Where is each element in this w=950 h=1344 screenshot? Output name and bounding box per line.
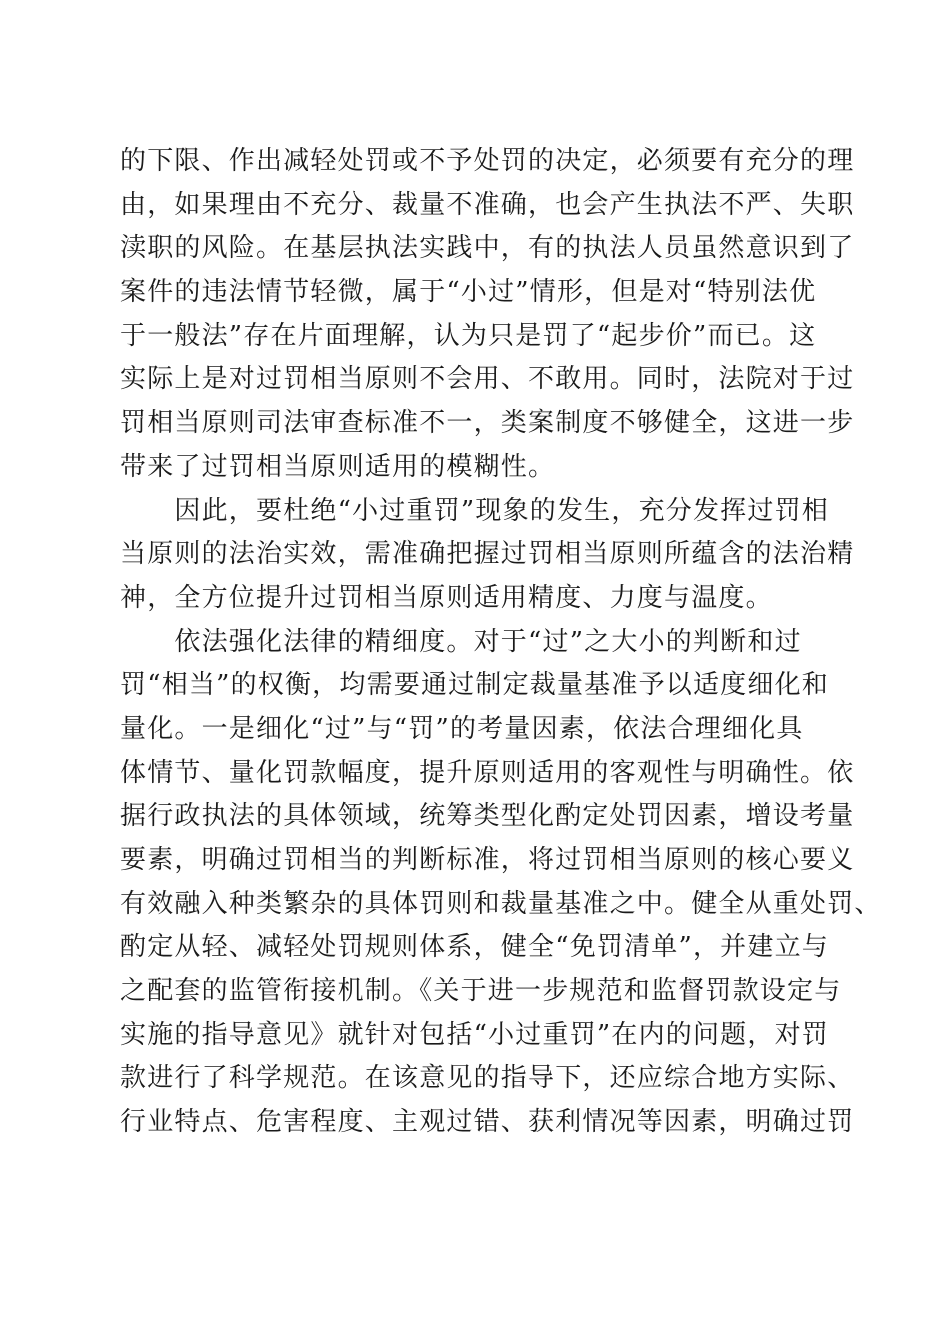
text-line: 实施的指导意见》就针对包括“小过重罚”在内的问题，对罚 bbox=[120, 1019, 829, 1050]
text-line: 要素，明确过罚相当的判断标准，将过罚相当原则的核心要义 bbox=[120, 845, 855, 875]
text-line: 行业特点、危害程度、主观过错、获利情况等因素，明确过罚 bbox=[120, 1107, 855, 1138]
body-text bbox=[120, 140, 882, 1145]
text-line: 据行政执法的具体领域，统筹类型化酌定处罚因素，增设考量 bbox=[120, 801, 855, 832]
text-line: 罚“相当”的权衡，均需要通过制定裁量基准予以适度细化和 bbox=[120, 670, 829, 701]
text-line: 当原则的法治实效，需准确把握过罚相当原则所蕴含的法治精 bbox=[120, 539, 855, 570]
text-line: 之配套的监管衔接机制。《关于进一步规范和监督罚款设定与 bbox=[120, 976, 842, 1007]
text-line: 量化。一是细化“过”与“罚”的考量因素，依法合理细化具 bbox=[120, 713, 804, 744]
text-line: 罚相当原则司法审查标准不一，类案制度不够健全，这进一步 bbox=[120, 408, 855, 439]
text-line: 依法强化法律的精细度。对于“过”之大小的判断和过 bbox=[120, 626, 802, 657]
text-line: 有效融入种类繁杂的具体罚则和裁量基准之中。健全从重处罚、 bbox=[120, 888, 882, 919]
text-line: 于一般法”存在片面理解，认为只是罚了“起步价”而已。这 bbox=[120, 320, 817, 351]
text-line: 款进行了科学规范。在该意见的指导下，还应综合地方实际、 bbox=[120, 1063, 855, 1094]
text-line: 神，全方位提升过罚相当原则适用精度、力度与温度。 bbox=[120, 582, 773, 613]
text-line: 因此，要杜绝“小过重罚”现象的发生，充分发挥过罚相 bbox=[120, 495, 829, 526]
text-line: 实际上是对过罚相当原则不会用、不敢用。同时，法院对于过 bbox=[120, 364, 855, 395]
text-line: 酌定从轻、减轻处罚规则体系，健全“免罚清单”，并建立与 bbox=[120, 932, 829, 963]
text-line: 的下限、作出减轻处罚或不予处罚的决定，必须要有充分的理 bbox=[120, 146, 855, 176]
text-line: 由，如果理由不充分、裁量不准确，也会产生执法不严、失职 bbox=[120, 189, 855, 220]
text-line: 渎职的风险。在基层执法实践中，有的执法人员虽然意识到了 bbox=[120, 233, 855, 264]
text-line: 案件的违法情节轻微，属于“小过”情形，但是对“特别法优 bbox=[120, 277, 817, 308]
text-line: 带来了过罚相当原则适用的模糊性。 bbox=[120, 451, 556, 482]
text-line: 体情节、量化罚款幅度，提升原则适用的客观性与明确性。依 bbox=[120, 757, 855, 788]
